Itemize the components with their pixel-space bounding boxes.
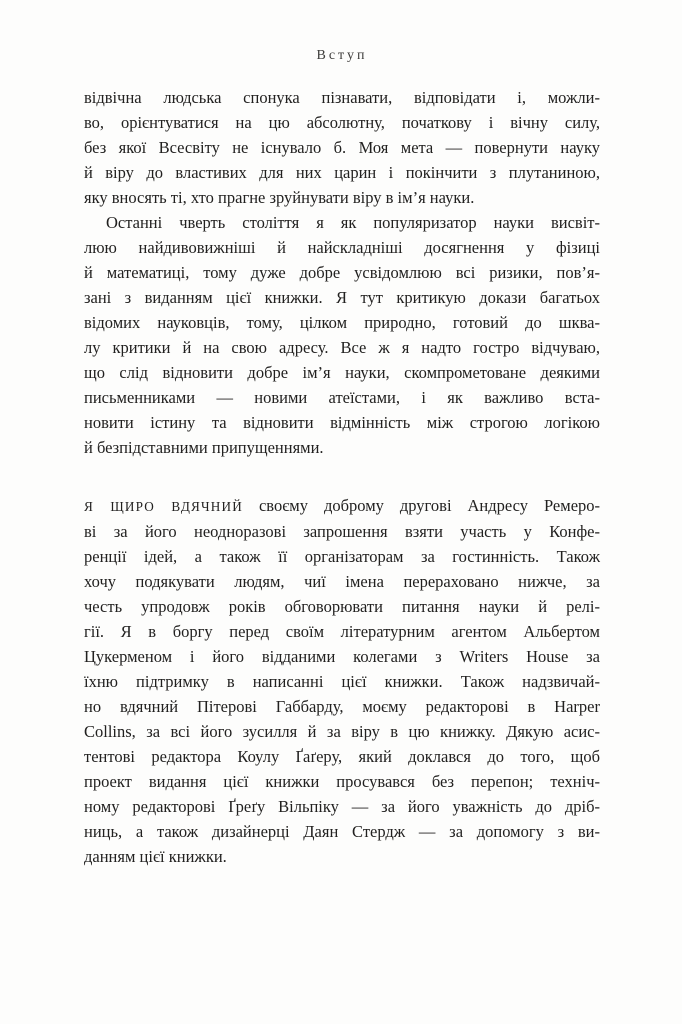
text-line: відвічна людська спонука пізнавати, відповідати і, можли-	[84, 88, 600, 107]
text-line: гії. Я в боргу перед своїм літературним агентом Альбертом	[84, 622, 600, 641]
paragraphs	[84, 85, 600, 869]
text-line: проект видання цієї книжки просувався без перепон; техніч-	[84, 772, 600, 791]
text-line: Цукерменом і його відданими колегами з Writers House за	[84, 647, 600, 666]
text-line: зані з виданням цієї книжки. Я тут критикую докази багатьох	[84, 288, 600, 307]
text-line: во, орієнтуватися на цю абсолютну, початкову і вічну силу,	[84, 113, 600, 132]
text-line: відомих науковців, тому, цілком природно, готовий до шква-	[84, 313, 600, 332]
paragraph	[84, 85, 600, 210]
text-line: Я ЩИРО ВДЯЧНИЙ своєму доброму другові Андресу Ремеро-	[84, 496, 601, 515]
text-line: без якої Всесвіту не існувало б. Моя мета — повернути науку	[84, 138, 600, 157]
text-line: ренції ідей, а також її організаторам за гостинність. Також	[84, 547, 600, 566]
text-line: що слід відновити добре ім’я науки, скомпрометоване деякими	[84, 363, 600, 382]
text-line: й віру до властивих для них царин і покінчити з плутаниною,	[84, 163, 600, 182]
text-line: й математиці, тому дуже добре усвідомлюю всі ризики, пов’я-	[84, 263, 600, 282]
text-line: ві за його неодноразові запрошення взяти участь у Конфе-	[84, 522, 600, 541]
text-line: данням цієї книжки.	[84, 847, 227, 866]
text-line: яку вносять ті, хто прагне зруйнувати віру в ім’я науки.	[84, 188, 475, 207]
smallcaps-lead: Я ЩИРО ВДЯЧНИЙ	[84, 499, 243, 514]
text-line: новити істину та відновити відмінність між строгою логікою	[84, 413, 600, 432]
text-line: їхню підтримку в написанні цієї книжки. Також надзвичай-	[84, 672, 600, 691]
text-line: честь упродовж років обговорювати питання науки й релі-	[84, 597, 600, 616]
text-line: Collins, за всі його зусилля й за віру в цю книжку. Дякую асис-	[84, 722, 600, 741]
text-line: ному редакторові Ґреґу Вільпіку — за його уважність до дріб-	[84, 797, 600, 816]
text-line: тентові редактора Коулу Ґаґеру, який доклався до того, щоб	[84, 747, 600, 766]
text-line: но вдячний Пітерові Габбарду, моєму редакторові в Harper	[84, 697, 600, 716]
paragraph	[84, 493, 600, 869]
text-line: люю найдивовижніші й найскладніші досягнення у фізиці	[84, 238, 600, 257]
paragraph	[84, 210, 600, 460]
text-line: ниць, а також дизайнерці Даян Стердж — за допомогу з ви-	[84, 822, 600, 841]
text-line: хочу подякувати людям, чиї імена перераховано нижче, за	[84, 572, 600, 591]
page-title: Вступ	[316, 48, 368, 63]
text-line: й безпідставними припущеннями.	[84, 438, 324, 457]
text-line: лу критики й на свою адресу. Все ж я надто гостро відчуваю,	[84, 338, 600, 357]
text-line: Останні чверть століття я як популяризатор науки висвіт-	[106, 213, 600, 232]
text-line: письменниками — новими атеїстами, і як важливо вста-	[84, 388, 600, 407]
